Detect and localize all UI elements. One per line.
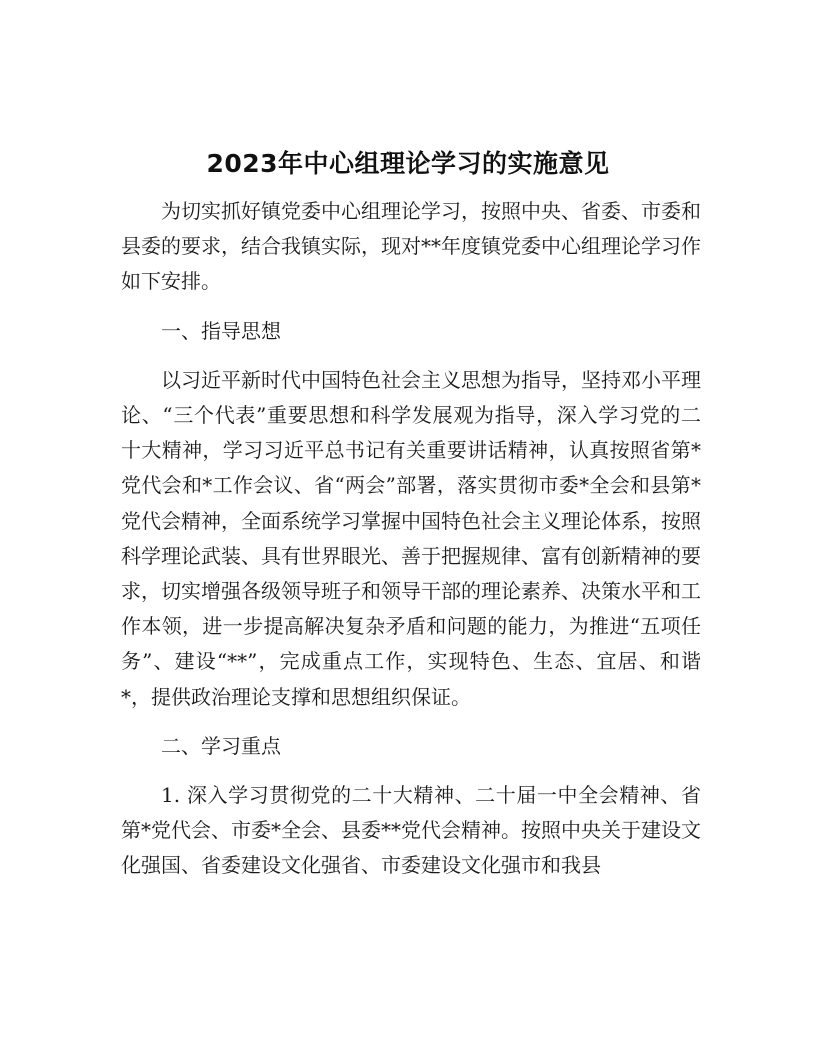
section-heading-study-focus: 二、学习重点 bbox=[161, 733, 281, 758]
guiding-ideology-paragraph: 以习近平新时代中国特色社会主义思想为指导，坚持邓小平理论、“三个代表”重要思想和科学发展观为指导，深入学习党的二十大精神，学习习近平总书记有关重要讲话精神，认真按照省第*党代会和*工作会议、省“两会”部署，落实贯彻市委*全会和县第*党代会精神，全面系统学习掌握中国特色社会主义理论体系，按照科学理论武装、具有世界眼光、善于把握规律、富有创新精神的要求，切实增强各级领导班子和领导干部的理论素养、决策水平和工作本领，进一步提高解决复杂矛盾和问题的能力，为推进“五项任务”、建设“**”，完成重点工作，实现特色、生态、宜居、和谐*，提供政治理论支撑和思想组织保证。 bbox=[121, 367, 701, 709]
document-body bbox=[121, 194, 701, 898]
study-focus-item-1: 1. 深入学习贯彻党的二十大精神、二十届一中全会精神、省第*党代会、市委*全会、县委**党代会精神。按照中央关于建设文化强国、省委建设文化强省、市委建设文化强市和我县 bbox=[121, 783, 701, 878]
intro-paragraph: 为切实抓好镇党委中心组理论学习，按照中央、省委、市委和县委的要求，结合我镇实际，现对**年度镇党委中心组理论学习作如下安排。 bbox=[121, 199, 701, 294]
section-heading-guiding-ideology: 一、指导思想 bbox=[161, 318, 281, 343]
document-title: 2023年中心组理论学习的实施意见 bbox=[206, 149, 610, 178]
